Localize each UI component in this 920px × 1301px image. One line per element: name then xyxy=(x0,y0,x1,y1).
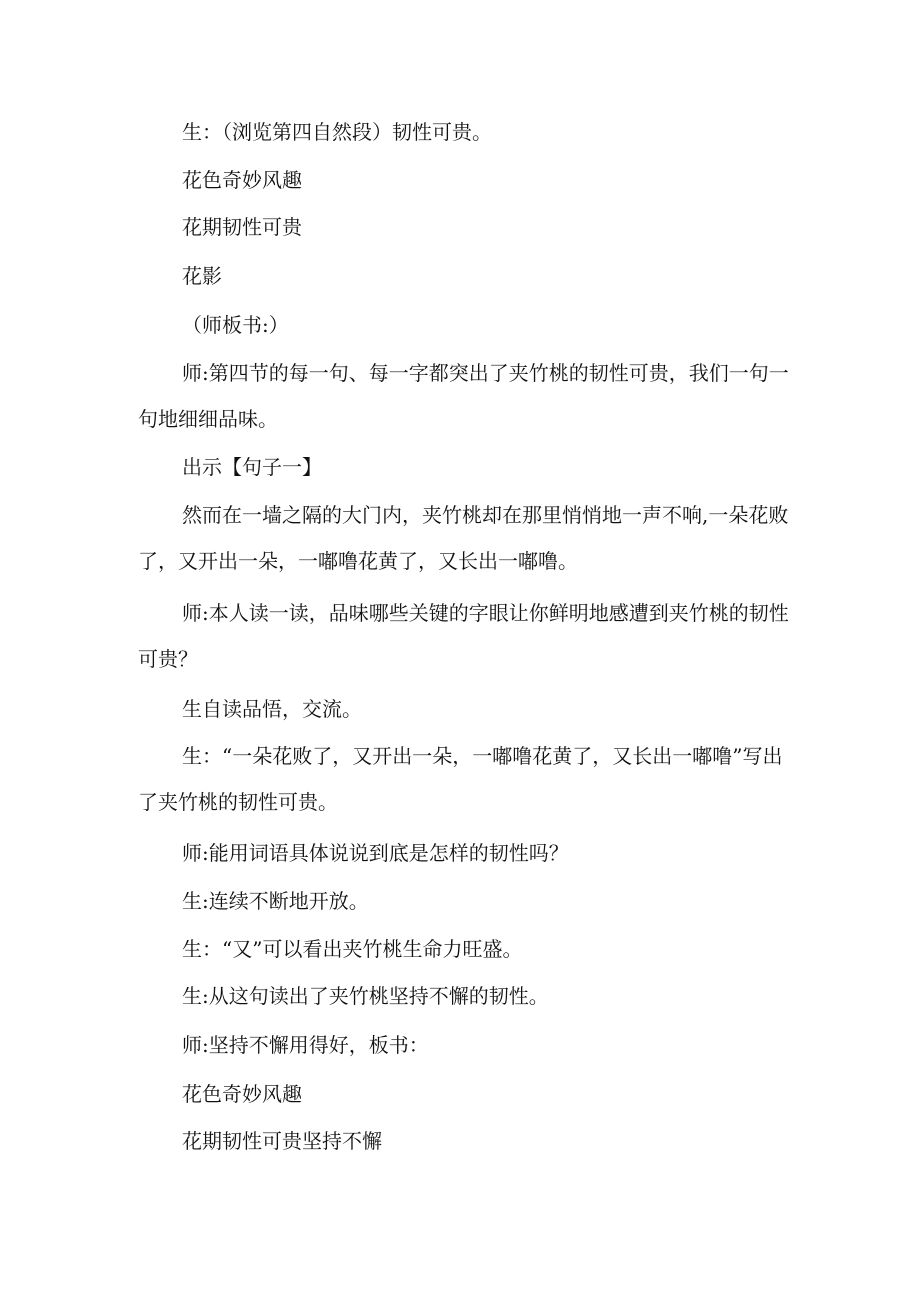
paragraph-11: 生：“一朵花败了，又开出一朵，一嘟噜花黄了，又长出一嘟噜”写出了夹竹桃的韧性可贵。 xyxy=(138,744,783,814)
paragraph-6: 师:第四节的每一句、每一字都突出了夹竹桃的韧性可贵，我们一句一句地细细品味。 xyxy=(138,361,789,431)
paragraph-4: 花影 xyxy=(182,264,222,288)
paragraph-12: 师:能用词语具体说说到底是怎样的韧性吗？ xyxy=(182,841,569,865)
paragraph-5: （师板书:） xyxy=(182,313,289,337)
paragraph-1: 生：（浏览第四自然段）韧性可贵。 xyxy=(182,120,492,144)
paragraph-18: 花期韧性可贵坚持不懈 xyxy=(182,1129,382,1153)
paragraph-16: 师:坚持不懈用得好，板书： xyxy=(182,1033,429,1057)
paragraph-9: 师:本人读一读，品味哪些关键的字眼让你鲜明地感遭到夹竹桃的韧性可贵？ xyxy=(138,601,789,671)
paragraph-13: 生:连续不断地开放。 xyxy=(182,889,369,913)
paragraph-3: 花期韧性可贵 xyxy=(182,215,302,239)
paragraph-15: 生:从这句读出了夹竹桃坚持不懈的韧性。 xyxy=(182,984,549,1008)
paragraph-17: 花色奇妙风趣 xyxy=(182,1082,302,1106)
paragraph-14: 生：“又”可以看出夹竹桃生命力旺盛。 xyxy=(182,937,523,961)
paragraph-7: 出示【句子一】 xyxy=(182,455,322,479)
paragraph-10: 生自读品悟，交流。 xyxy=(182,697,362,721)
paragraph-8: 然而在一墙之隔的大门内，夹竹桃却在那里悄悄地一声不响,一朵花败了，又开出一朵，一嘟噜花黄了，又长出一嘟噜。 xyxy=(138,503,789,573)
paragraph-2: 花色奇妙风趣 xyxy=(182,168,302,192)
